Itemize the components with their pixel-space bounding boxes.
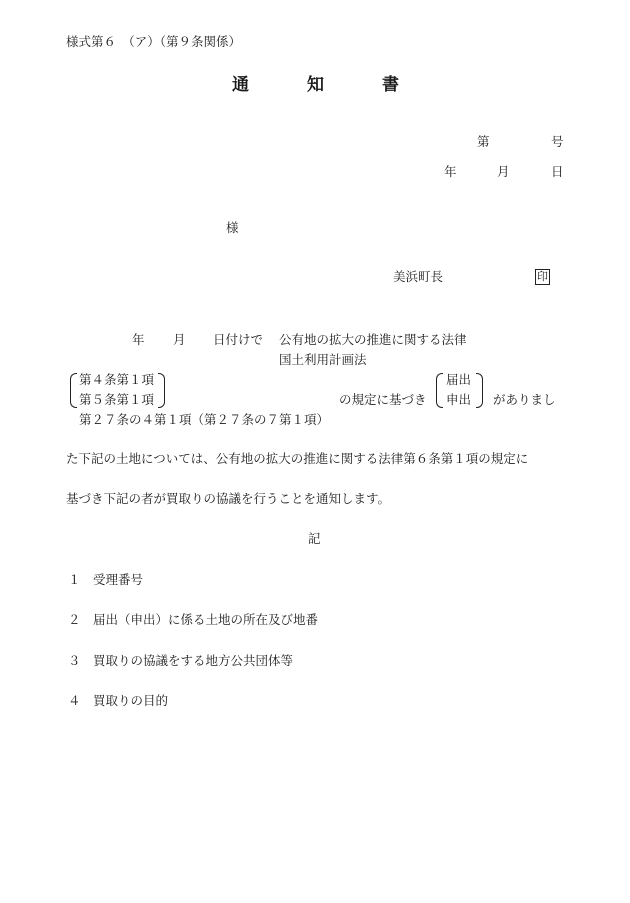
title-char-1: 通 xyxy=(232,75,249,95)
seal-mark: 印 xyxy=(537,270,548,283)
date-day-label: 日 xyxy=(551,164,564,179)
basis-text: の規定に基づき xyxy=(339,392,427,407)
notify-option-2: 申出 xyxy=(446,392,472,407)
item-1-number: １ xyxy=(68,572,81,587)
article-3: 第２７条の４第１項（第２７条の７第１項） xyxy=(79,412,330,427)
body-line-2: 基づき下記の者が買取りの協議を行うことを通知します。 xyxy=(66,491,391,506)
doc-number-suffix: 号 xyxy=(551,134,564,149)
left-brace-articles-open xyxy=(70,373,77,408)
body-date-suffix: 日付けで xyxy=(213,332,264,347)
right-brace-articles-close xyxy=(158,373,165,408)
law-name-1: 公有地の拡大の推進に関する法律 xyxy=(279,332,467,347)
item-2-number: ２ xyxy=(68,612,81,627)
item-1-text: 受理番号 xyxy=(93,572,144,587)
item-4-number: ４ xyxy=(68,693,81,708)
body-date-year: 年 xyxy=(132,332,145,347)
article-2: 第５条第１項 xyxy=(79,392,155,407)
notify-option-1: 届出 xyxy=(446,372,472,387)
right-brace-notify-close xyxy=(476,373,483,408)
addressee-suffix: 様 xyxy=(226,220,239,235)
title-char-2: 知 xyxy=(307,75,324,95)
body-line-1: た下記の土地については、公有地の拡大の推進に関する法律第６条第１項の規定に xyxy=(66,451,529,466)
date-month-label: 月 xyxy=(497,164,510,179)
date-year-label: 年 xyxy=(444,164,457,179)
item-3-number: ３ xyxy=(68,653,81,668)
form-label: 様式第６ （ア）（第９条関係） xyxy=(66,34,242,49)
item-4-text: 買取りの目的 xyxy=(93,693,169,708)
issuer-name: 美浜町長 xyxy=(393,269,444,284)
left-brace-notify-open xyxy=(436,373,443,408)
ki-heading: 記 xyxy=(308,531,321,546)
article-1: 第４条第１項 xyxy=(79,372,155,387)
title-char-3: 書 xyxy=(382,75,399,95)
there-was-text: がありまし xyxy=(493,392,556,407)
item-2-text: 届出（申出）に係る土地の所在及び地番 xyxy=(93,612,319,627)
law-name-2: 国土利用計画法 xyxy=(279,352,367,367)
doc-number-prefix: 第 xyxy=(477,134,490,149)
item-3-text: 買取りの協議をする地方公共団体等 xyxy=(93,653,294,668)
body-date-month: 月 xyxy=(173,332,186,347)
